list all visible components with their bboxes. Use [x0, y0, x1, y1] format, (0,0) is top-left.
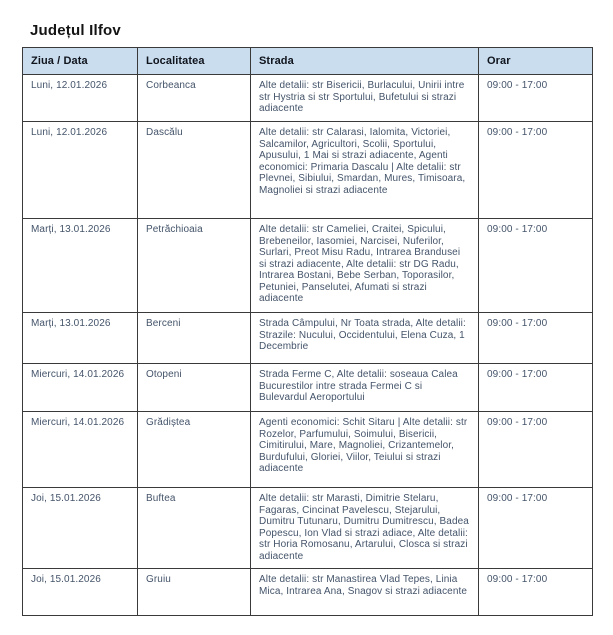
cell-locality: Otopeni [138, 364, 251, 412]
cell-locality: Buftea [138, 488, 251, 569]
cell-day: Miercuri, 14.01.2026 [23, 364, 138, 412]
cell-street: Strada Câmpului, Nr Toata strada, Alte detalii: Strazile: Nucului, Occidentului, Elena Cuza, 1 Decembrie [251, 313, 479, 364]
table-row [23, 219, 593, 313]
cell-hours: 09:00 - 17:00 [479, 122, 593, 219]
col-header-hours: Orar [479, 48, 593, 75]
cell-day: Marți, 13.01.2026 [23, 219, 138, 313]
col-header-day: Ziua / Data [23, 48, 138, 75]
cell-street: Alte detalii: str Manastirea Vlad Tepes, Linia Mica, Intrarea Ana, Snagov si strazi adiacente [251, 569, 479, 616]
cell-day: Marți, 13.01.2026 [23, 313, 138, 364]
cell-hours: 09:00 - 17:00 [479, 75, 593, 122]
cell-day: Luni, 12.01.2026 [23, 75, 138, 122]
page-title: Județul Ilfov [30, 22, 121, 39]
table-row [23, 488, 593, 569]
cell-locality: Petrăchioaia [138, 219, 251, 313]
cell-day: Joi, 15.01.2026 [23, 569, 138, 616]
col-header-locality: Localitatea [138, 48, 251, 75]
table-row [23, 412, 593, 488]
table-header-row [23, 48, 593, 75]
cell-street: Strada Ferme C, Alte detalii: soseaua Calea Bucurestilor intre strada Fermei C si Bulevardul Aeroportului [251, 364, 479, 412]
cell-hours: 09:00 - 17:00 [479, 219, 593, 313]
col-header-street: Strada [251, 48, 479, 75]
cell-day: Joi, 15.01.2026 [23, 488, 138, 569]
cell-hours: 09:00 - 17:00 [479, 569, 593, 616]
cell-locality: Corbeanca [138, 75, 251, 122]
cell-hours: 09:00 - 17:00 [479, 313, 593, 364]
cell-day: Miercuri, 14.01.2026 [23, 412, 138, 488]
cell-locality: Gruiu [138, 569, 251, 616]
cell-locality: Grădiștea [138, 412, 251, 488]
cell-street: Alte detalii: str Bisericii, Burlacului, Unirii intre str Hystria si str Sportului, Bufetului si strazi adiacente [251, 75, 479, 122]
outage-schedule-table [22, 47, 593, 616]
cell-street: Alte detalii: str Marasti, Dimitrie Stelaru, Fagaras, Cincinat Pavelescu, Stejarului, Dumitru Tutunaru, Dumitru Dumitrescu, Badea Popescu, Ion Vlad si strazi adiace, Alte detalii: str Horia Romosanu, Artarului, Closca si strazi adiacente [251, 488, 479, 569]
cell-street: Alte detalii: str Cameliei, Craitei, Spicului, Brebeneilor, Iasomiei, Narcisei, Nuferilor, Surlari, Preot Misu Radu, Intrarea Brandusei si strazi adiacente, Alte detalii: str DG Radu, Intrarea Bostani, Bebe Serban, Toporasilor, Petuniei, Panselutei, Afumati si strazi adiacente [251, 219, 479, 313]
cell-day: Luni, 12.01.2026 [23, 122, 138, 219]
table-row [23, 313, 593, 364]
cell-hours: 09:00 - 17:00 [479, 364, 593, 412]
table-row [23, 569, 593, 616]
cell-hours: 09:00 - 17:00 [479, 412, 593, 488]
table-row [23, 122, 593, 219]
cell-locality: Dascălu [138, 122, 251, 219]
cell-hours: 09:00 - 17:00 [479, 488, 593, 569]
cell-street: Alte detalii: str Calarasi, Ialomita, Victoriei, Salcamilor, Agricultori, Scolii, Sportului, Apusului, 1 Mai si strazi adiacente, Agenti economici: Primaria Dascalu | Alte detalii: str Plevnei, Sibiului, Smardan, Mures, Timisoara, Magnoliei si strazi adiacente [251, 122, 479, 219]
table-row [23, 75, 593, 122]
cell-locality: Berceni [138, 313, 251, 364]
cell-street: Agenti economici: Schit Sitaru | Alte detalii: str Rozelor, Parfumului, Soimului, Bisericii, Cimitirului, Mare, Magnoliei, Crizantemelor, Burdufului, Gloriei, Viilor, Teiului si strazi adiacente [251, 412, 479, 488]
table-row [23, 364, 593, 412]
